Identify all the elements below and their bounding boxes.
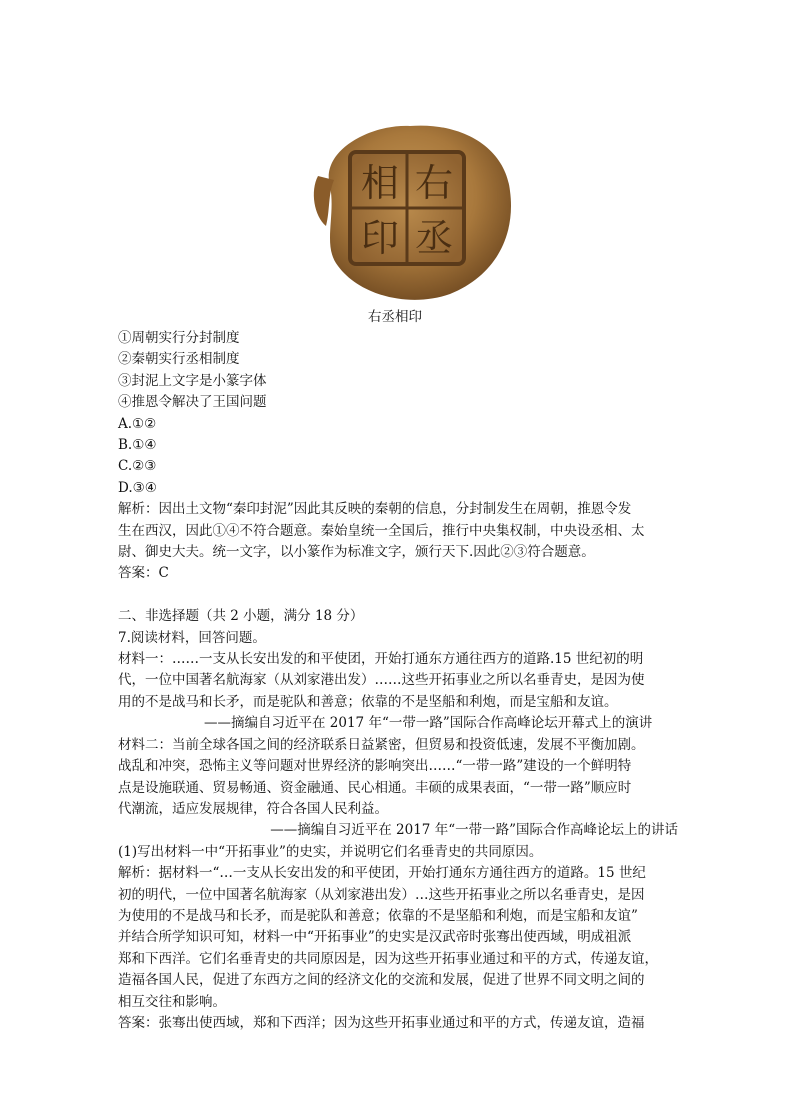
analysis-line: 尉、御史大夫。统一文字，以小篆作为标准文字，颁行天下.因此②③符合题意。 [118, 544, 595, 561]
analysis-2-line: 解析：据材料一“…一支从长安出发的和平使团，开始打通东方通往西方的道路。15 世纪 [118, 865, 646, 882]
seal-char-bottom-left: 印 [360, 216, 400, 260]
statement-4: ④推恩令解决了王国问题 [118, 394, 267, 411]
seal-char-top-left: 相 [360, 161, 400, 205]
blank-line [118, 585, 678, 606]
analysis-2-line: 并结合所学知识可知，材料一中“开拓事业”的史实是汉武帝时张骞出使西域，明成祖派 [118, 929, 632, 946]
material-2-line: 材料二：当前全球各国之间的经济联系日益紧密，但贸易和投资低速，发展不平衡加剧。 [118, 736, 645, 753]
document-body [118, 328, 678, 1034]
section-title: 二、非选择题（共 2 小题，满分 18 分） [118, 608, 364, 625]
material-2-line: 战乱和冲突，恐怖主义等问题对世界经济的影响突出……“一带一路”建设的一个鲜明特 [118, 758, 632, 775]
answer-2-line: 答案：张骞出使西域，郑和下西洋；因为这些开拓事业通过和平的方式，传递友谊，造福 [118, 1014, 645, 1031]
seal-char-top-right: 右 [414, 161, 454, 205]
statement-2: ②秦朝实行丞相制度 [118, 351, 240, 368]
material-2-line: 代潮流，适应发展规律，符合各国人民利益。 [118, 800, 388, 817]
choice-b: B.①④ [118, 437, 157, 454]
choice-d: D.③④ [118, 479, 157, 496]
analysis-2-line: 初的明代，一位中国著名航海家（从刘家港出发）…这些开拓事业之所以名垂青史，是因 [118, 886, 645, 903]
analysis-2-line: 为使用的不是战马和长矛，而是驼队和善意；依靠的不是坚船和利炮，而是宝船和友谊” [118, 907, 638, 924]
seal-char-bottom-right: 丞 [414, 216, 454, 260]
seal-image [300, 116, 518, 302]
material-2-credit: ——摘编自习近平在 2017 年“一带一路”国际合作高峰论坛上的讲话 [270, 822, 678, 839]
statement-1: ①周朝实行分封制度 [118, 330, 240, 346]
material-1-credit: ——摘编自习近平在 2017 年“一带一路”国际合作高峰论坛开幕式上的演讲 [204, 715, 653, 732]
choice-c: C.②③ [118, 458, 157, 475]
analysis-2-line: 相互交往和影响。 [118, 993, 226, 1010]
question-7-title: 7.阅读材料，回答问题。 [118, 629, 266, 646]
sub-question-1: (1)写出材料一中“开拓事业”的史实，并说明它们名垂青史的共同原因。 [118, 843, 543, 860]
analysis-2-line: 造福各国人民，促进了东西方之间的经济文化的交流和发展，促进了世界不同文明之间的 [118, 972, 645, 989]
analysis-line: 生在西汉，因此①④不符合题意。秦始皇统一全国后，推行中央集权制，中央设丞相、太 [118, 522, 645, 539]
statement-3: ③封泥上文字是小篆字体 [118, 372, 267, 389]
clay-seal-graphic [300, 116, 518, 302]
material-1-line: 代，一位中国著名航海家（从刘家港出发）……这些开拓事业之所以名垂青史，是因为使 [118, 672, 645, 689]
material-1-line: 用的不是战马和长矛，而是驼队和善意；依靠的不是坚船和利炮，而是宝船和友谊。 [118, 693, 618, 710]
image-caption: 右丞相印 [368, 309, 422, 325]
analysis-line: 解析：因出土文物“秦印封泥”因此其反映的秦朝的信息，分封制发生在周朝，推恩令发 [118, 501, 632, 518]
analysis-2-line: 郑和下西洋。它们名垂青史的共同原因是，因为这些开拓事业通过和平的方式，传递友谊， [118, 950, 658, 967]
material-1-line: 材料一：……一支从长安出发的和平使团，开始打通东方通往西方的道路.15 世纪初的明 [118, 651, 644, 668]
answer-line: 答案：C [118, 565, 169, 582]
choice-a: A.①② [118, 415, 157, 432]
material-2-line: 点是设施联通、贸易畅通、资金融通、民心相通。丰硕的成果表面，“一带一路”顺应时 [118, 779, 632, 796]
